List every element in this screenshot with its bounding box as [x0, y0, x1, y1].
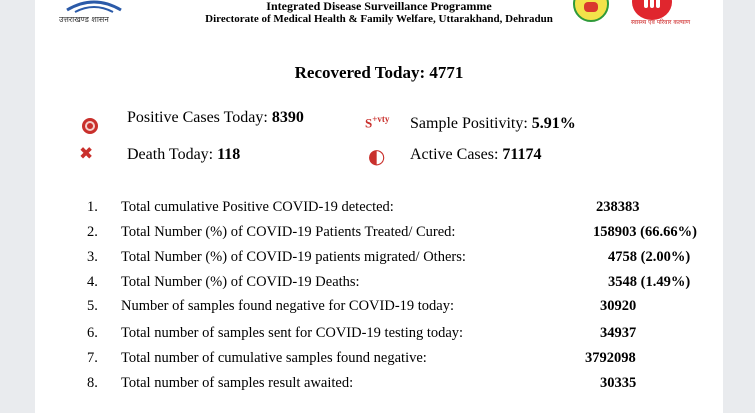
- row-value: 30335: [600, 375, 637, 391]
- row-number: 1.: [87, 199, 98, 215]
- row-number: 2.: [87, 224, 98, 240]
- bulletin-sheet: [35, 0, 723, 413]
- row-number: 3.: [87, 249, 98, 265]
- positivity-badge-icon: $S^{+vty}$: [365, 114, 390, 131]
- table-row: [35, 298, 723, 318]
- death-label: Death Today:: [127, 146, 214, 163]
- table-row: [35, 274, 723, 294]
- row-value: 4758 (2.00%): [608, 249, 691, 265]
- death-value: 118: [217, 146, 241, 163]
- recovered-today: [35, 63, 723, 83]
- positivity-label: Sample Positivity:: [410, 115, 528, 132]
- row-label: Total Number (%) of COVID-19 patients migrated/ Others:: [121, 249, 466, 265]
- table-row: [35, 249, 723, 269]
- positive-label: Positive Cases Today:: [127, 109, 268, 126]
- row-label: Total Number (%) of COVID-19 Patients Treated/ Cured:: [121, 224, 456, 240]
- row-value: 3548 (1.49%): [608, 274, 691, 290]
- row-label: Total Number (%) of COVID-19 Deaths:: [121, 274, 360, 290]
- row-number: 4.: [87, 274, 98, 290]
- row-label: Number of samples found negative for COVID-19 today:: [121, 298, 455, 314]
- virus-icon: [82, 118, 98, 134]
- row-number: 8.: [87, 375, 98, 391]
- row-value: 3792098: [585, 350, 636, 366]
- row-value: 158903 (66.66%): [593, 224, 697, 240]
- active-value: 71174: [502, 146, 542, 163]
- table-row: [35, 375, 723, 395]
- positive-value: 8390: [271, 109, 304, 126]
- row-label: Total cumulative Positive COVID-19 detected:: [121, 199, 394, 215]
- table-row: [35, 350, 723, 370]
- recovered-label: Recovered Today:: [294, 63, 426, 82]
- row-number: 6.: [87, 325, 98, 341]
- nhm-logo-caption: स्वास्थ्य एवं परिवार कल्याण: [631, 19, 691, 26]
- programme-title: Integrated Disease Surveillance Programme: [266, 0, 492, 13]
- death-today: [127, 146, 240, 164]
- logo-caption: उत्तराखण्ड शासन: [59, 15, 109, 24]
- positivity-value: 5.91%: [531, 115, 576, 132]
- row-value: 238383: [596, 199, 640, 215]
- row-label: Total number of samples result awaited:: [121, 375, 354, 391]
- table-row: [35, 325, 723, 345]
- positive-cases-today: [127, 109, 304, 127]
- sample-positivity: [410, 115, 576, 133]
- row-value: 34937: [600, 325, 637, 341]
- active-cases: [410, 146, 542, 164]
- directorate-title: Directorate of Medical Health & Family Welfare, Uttarakhand, Dehradun: [205, 13, 553, 25]
- row-number: 5.: [87, 298, 98, 314]
- death-virus-icon: ✖: [79, 144, 94, 164]
- table-row: [35, 224, 723, 244]
- row-label: Total number of cumulative samples found negative:: [121, 350, 427, 366]
- row-value: 30920: [600, 298, 637, 314]
- active-cases-icon: ◐: [368, 144, 386, 168]
- recovered-value: 4771: [429, 63, 464, 82]
- row-label: Total number of samples sent for COVID-19 testing today:: [121, 325, 464, 341]
- active-label: Active Cases:: [410, 146, 499, 163]
- row-number: 7.: [87, 350, 98, 366]
- table-row: [35, 199, 723, 219]
